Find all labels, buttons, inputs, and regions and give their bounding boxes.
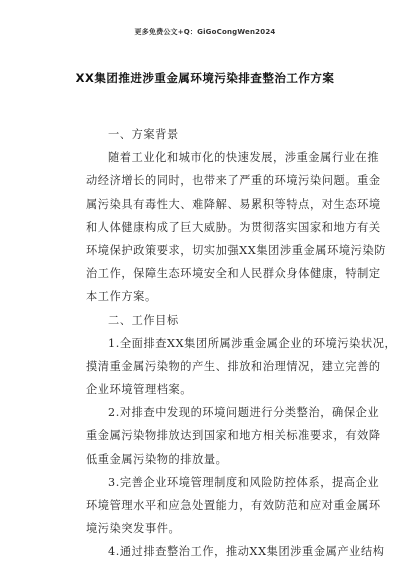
paragraph-line: 境污染突发事件。 <box>86 522 181 536</box>
paragraph-line: 本工作方案。 <box>86 290 157 304</box>
document-title: XX集团推进涉重金属环境污染排查整治工作方案 <box>75 71 335 85</box>
header-note: 更多免费公文+Q：GiGoCongWen2024 <box>134 28 276 36</box>
document-body <box>86 123 397 564</box>
paragraph-line: 摸清重金属污染物的产生、排放和治理情况，建立完善的 <box>86 359 381 373</box>
section-heading: 一、方案背景 <box>108 128 179 141</box>
paragraph-line: 随着工业化和城市化的快速发展，涉重金属行业在推 <box>108 151 380 165</box>
paragraph-line: 和人体健康构成了巨大威胁。为贯彻落实国家和地方有关 <box>86 220 381 234</box>
paragraph-line: 环境保护政策要求，切实加强XX集团涉重金属环境污染防 <box>86 243 387 257</box>
paragraph-line: 4.通过排查整治工作，推动XX集团涉重金属产业结构 <box>108 545 385 559</box>
paragraph-line: 环境管理水平和应急处置能力，有效防范和应对重金属环 <box>86 499 381 512</box>
section-heading: 二、工作目标 <box>108 313 179 327</box>
paragraph-line: 属污染具有毒性大、难降解、易累积等特点，对生态环境 <box>86 197 381 211</box>
paragraph-line: 低重金属污染物的排放量。 <box>86 452 228 466</box>
paragraph-line: 治工作，保障生态环境安全和人民群众身体健康，特制定 <box>86 267 381 281</box>
paragraph-line: 重金属污染物排放达到国家和地方相关标准要求，有效降 <box>86 429 381 443</box>
paragraph-line: 1.全面排查XX集团所属涉重金属企业的环境污染状况， <box>108 336 397 350</box>
paragraph-line: 3.完善企业环境管理制度和风险防控体系，提高企业 <box>108 475 380 489</box>
paragraph-line: 动经济增长的同时，也带来了严重的环境污染问题。重金 <box>86 174 381 188</box>
paragraph-line: 企业环境管理档案。 <box>86 383 193 397</box>
paragraph-line: 2.对排查中发现的环境问题进行分类整治，确保企业 <box>108 406 380 420</box>
